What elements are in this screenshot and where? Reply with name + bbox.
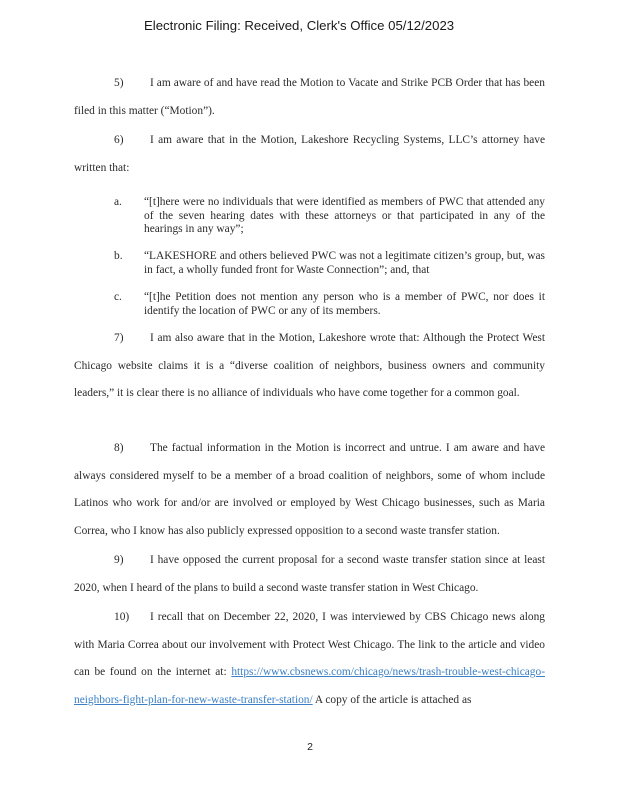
paragraph-text: I am aware that in the Motion, Lakeshore Recycling Systems, LLC’s attorney have written that: [74, 134, 545, 174]
paragraph-number: 5) [114, 77, 124, 89]
paragraph-number: 7) [114, 332, 124, 344]
list-item-text: “LAKESHORE and others believed PWC was not a legitimate citizen’s group, but, was in fact, a wholly funded front for Waste Connection”; and, that [144, 250, 545, 276]
paragraph-7 [74, 325, 545, 408]
list-item-c [114, 291, 545, 318]
paragraph-6 [74, 127, 545, 182]
list-item-letter: b. [114, 250, 123, 262]
list-item-letter: c. [114, 291, 122, 303]
paragraph-number: 9) [114, 554, 124, 566]
paragraph-text: I am aware of and have read the Motion to Vacate and Strike PCB Order that has been filed in this matter (“Motion”). [74, 77, 545, 117]
paragraph-5 [74, 70, 545, 125]
filing-stamp-header: Electronic Filing: Received, Clerk's Office 05/12/2023 [144, 18, 455, 33]
list-item-a [114, 196, 545, 237]
paragraph-text-continued: A copy of the article is attached as [312, 693, 472, 706]
paragraph-text: I am also aware that in the Motion, Lakeshore wrote that: Although the Protect West Chicago website claims it is a “diverse coalition of neighbors, business owners and community leaders,” it is clear there is no alliance of individuals who have come together for a common goal. [74, 332, 545, 399]
paragraph-text: The factual information in the Motion is incorrect and untrue. I am aware and have always considered myself to be a member of a broad coalition of neighbors, some of whom include Latinos who work for and/or are involved or employed by West Chicago businesses, such as Maria Correa, who I know has also publicly expressed opposition to a second waste transfer station. [74, 442, 545, 537]
paragraph-text: I recall that on December 22, 2020, I was interviewed by CBS Chicago news along with Maria Correa about our involvement with Protect West Chicago. The link to the article and video can be found on the internet at: [74, 611, 545, 678]
paragraph-number: 8) [114, 442, 124, 454]
list-item-text: “[t]he Petition does not mention any person who is a member of PWC, nor does it identify the location of PWC or any of its members. [144, 291, 545, 317]
paragraph-text: I have opposed the current proposal for a second waste transfer station since at least 2020, when I heard of the plans to build a second waste transfer station in West Chicago. [74, 554, 545, 594]
page-number: 2 [307, 741, 313, 753]
list-item-letter: a. [114, 196, 122, 208]
paragraph-10 [74, 604, 545, 714]
list-item-b [114, 250, 545, 277]
paragraph-number: 6) [114, 134, 124, 146]
list-item-text: “[t]here were no individuals that were identified as members of PWC that attended any of the seven hearing dates with these attorneys or that participated in any of the hearings in any way”; [144, 196, 545, 236]
paragraph-8 [74, 435, 545, 545]
paragraph-number: 10) [114, 611, 130, 623]
paragraph-9 [74, 547, 545, 602]
cbs-article-link[interactable]: https://www.cbsnews.com/chicago/news/trash-trouble-west-chicago-neighbors-fight-plan-for-new-waste-transfer-station/ [74, 666, 545, 706]
